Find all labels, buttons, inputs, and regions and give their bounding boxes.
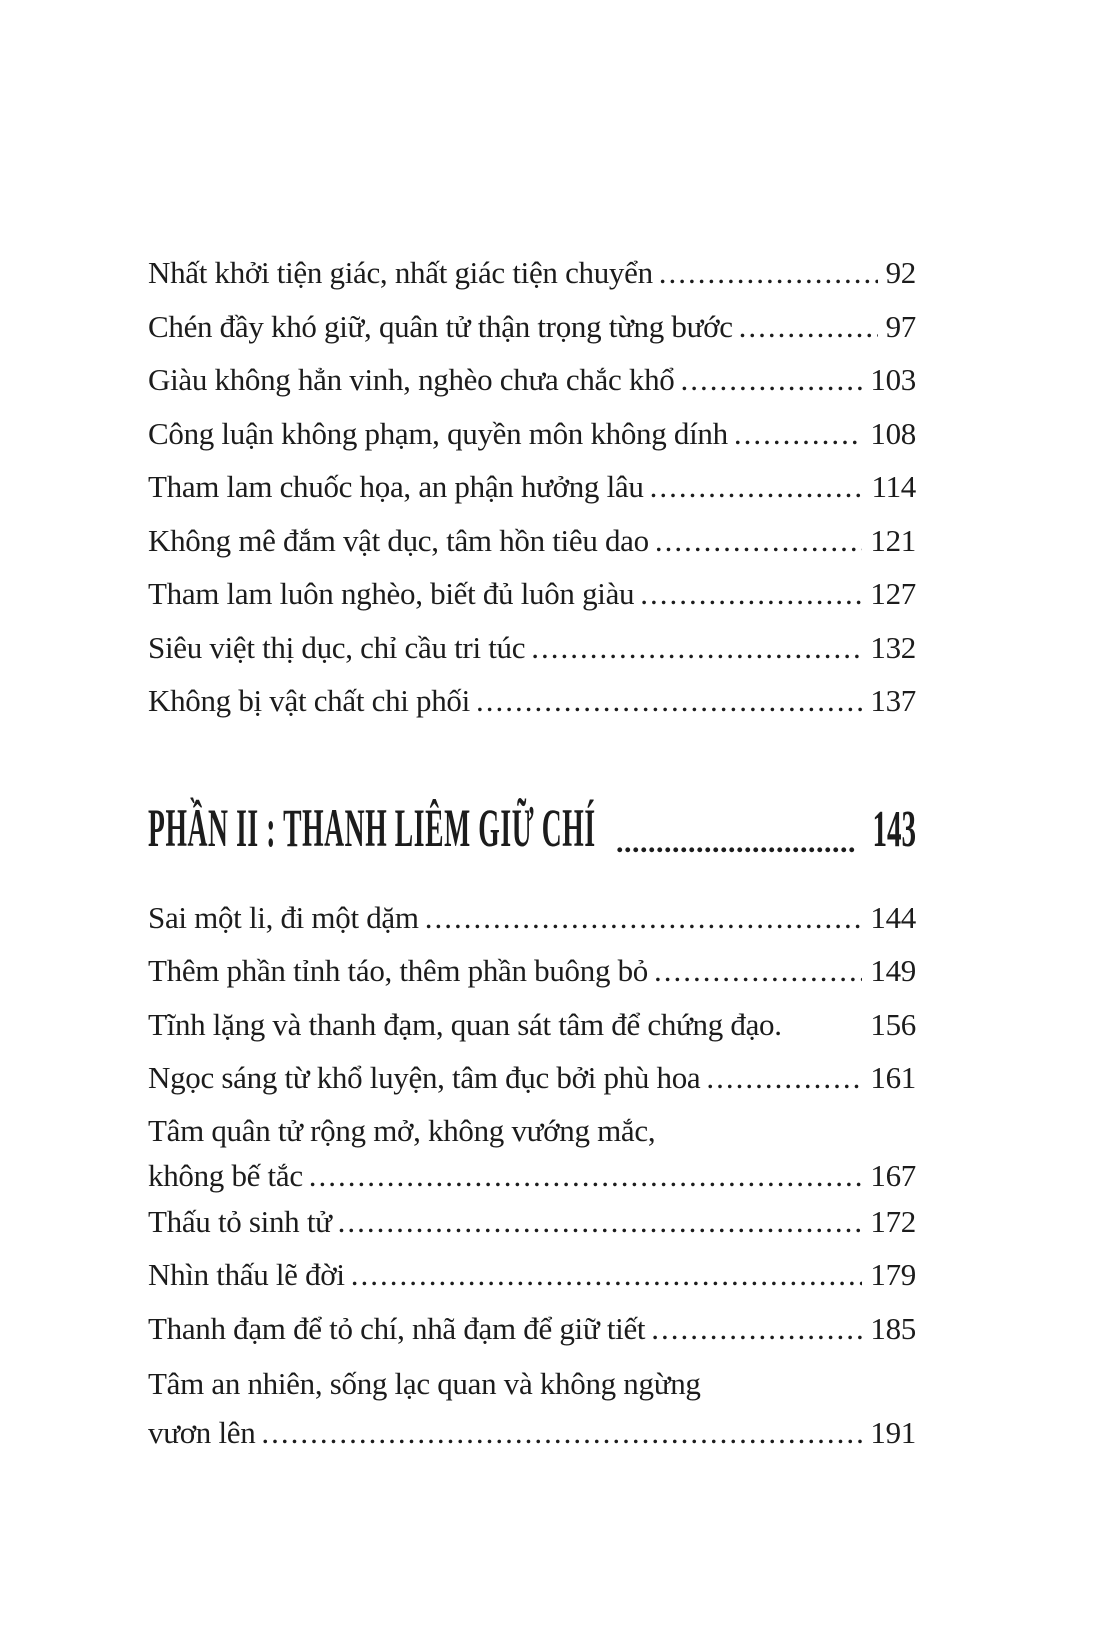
toc-entry-title: Nhất khởi tiện giác, nhất giác tiện chuyển [148,255,653,290]
toc-entry [148,998,916,1052]
toc-dot-leader [734,407,863,461]
toc-entry-title: Tham lam luôn nghèo, biết đủ luôn giàu [148,576,635,611]
toc-entry [148,1157,916,1195]
table-of-contents [148,246,916,1453]
toc-dot-leader [659,246,878,300]
toc-page-number: 144 [870,899,916,935]
toc-page-number: 127 [870,576,916,611]
toc-entry [148,674,916,728]
toc-entry-title: Không mê đắm vật dục, tâm hồn tiêu dao [148,522,649,558]
toc-dot-leader [476,674,862,728]
toc-entry-title: vươn lên [148,1415,256,1450]
toc-dot-leader [640,567,862,621]
part-dot-leader [616,811,856,861]
toc-dot-leader [338,1195,863,1249]
toc-page-number: 108 [870,415,916,451]
part-header-title: PHẦN II : THANH LIÊM GIỮ CHÍ [148,797,596,858]
toc-entry [148,621,916,675]
toc-entry [148,1302,916,1356]
toc-dot-leader [425,891,863,945]
toc-entry-title: Siêu việt thị dục, chỉ cầu tri túc [148,629,526,665]
toc-dot-leader [706,1051,862,1105]
toc-page-number: 191 [870,1415,916,1450]
part-header [148,797,916,861]
toc-dot-leader [681,353,863,407]
toc-dot-leader [351,1248,863,1302]
toc-entry-title: Sai một li, đi một dặm [148,899,419,935]
toc-page-number: 103 [870,362,916,397]
toc-entry-title: Chén đầy khó giữ, quân tử thận trọng từng bước [148,308,733,344]
toc-entry [148,1248,916,1302]
toc-dot-leader [651,1302,862,1356]
toc-entry [148,353,916,407]
toc-dot-leader [655,514,863,568]
toc-page-number: 132 [870,629,916,665]
toc-dot-leader [261,1413,862,1453]
toc-entry [148,246,916,300]
toc-dot-leader [531,621,862,675]
toc-entry [148,300,916,354]
toc-page-number: 149 [870,953,916,988]
toc-entry-title: Tham lam chuốc họa, an phận hưởng lâu [148,469,644,504]
toc-entry-title: Thấu tỏ sinh tử [148,1203,332,1239]
toc-entry [148,1195,916,1249]
toc-page-number: 114 [871,469,916,504]
toc-page-number: 121 [870,522,916,558]
part-page-number: 143 [872,799,916,858]
toc-page-number: 161 [870,1060,916,1095]
toc-entry-title: Tâm quân tử rộng mở, không vướng mắc, [148,1112,656,1148]
toc-page-number: 92 [885,255,916,290]
toc-page-number: 137 [870,683,916,718]
toc-dot-leader [650,460,864,514]
toc-page-number: 167 [870,1157,916,1193]
toc-page-number: 156 [870,1006,916,1042]
toc-dot-leader [654,944,862,998]
toc-entry [148,567,916,621]
toc-entry-title: Ngọc sáng từ khổ luyện, tâm đục bởi phù hoa [148,1060,701,1095]
toc-entry [148,514,916,568]
toc-dot-leader [309,1157,863,1195]
toc-entry [148,460,916,514]
toc-entry-title: Công luận không phạm, quyền môn không dính [148,415,728,451]
toc-entry [148,407,916,461]
toc-page-number: 172 [870,1203,916,1239]
toc-entry-title: không bế tắc [148,1157,303,1193]
toc-entry-title: Tĩnh lặng và thanh đạm, quan sát tâm để chứng đạo. [148,1006,782,1042]
toc-entry-title: Thêm phần tỉnh táo, thêm phần buông bỏ [148,953,649,988]
toc-entry-title: Nhìn thấu lẽ đời [148,1257,345,1292]
toc-page-number: 97 [885,308,916,344]
toc-entry [148,891,916,945]
toc-entry-title: Tâm an nhiên, sống lạc quan và không ngừng [148,1366,701,1401]
toc-entry-title: Giàu không hẳn vinh, nghèo chưa chắc khổ [148,362,675,397]
toc-page-number: 185 [870,1310,916,1346]
toc-page-number: 179 [870,1257,916,1292]
toc-entry-title: Không bị vật chất chi phối [148,683,470,718]
toc-entry [148,944,916,998]
toc-entry-line1 [148,1105,916,1157]
toc-entry-title: Thanh đạm để tỏ chí, nhã đạm để giữ tiết [148,1310,646,1346]
toc-entry [148,1413,916,1453]
toc-entry [148,1051,916,1105]
toc-dot-leader [739,300,878,354]
toc-entry-line1 [148,1355,916,1413]
